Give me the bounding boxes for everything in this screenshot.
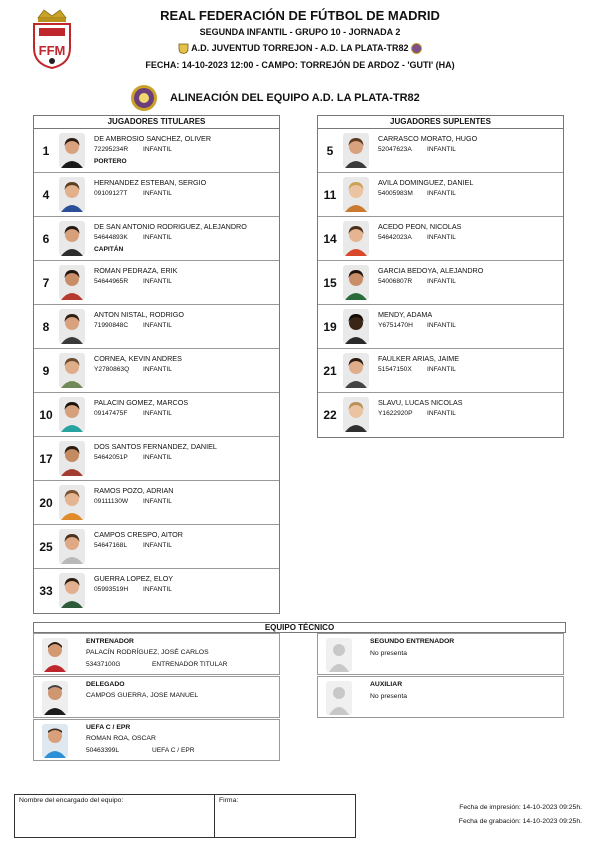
delegate-photo — [42, 681, 68, 715]
player-photo — [59, 353, 85, 388]
player-name: MENDY, ADAMA — [378, 310, 433, 319]
competition-line: SEGUNDA INFANTIL - GRUPO 10 - JORNADA 2 — [199, 27, 401, 37]
player-category: INFANTIL — [143, 542, 172, 549]
player-number: 10 — [39, 408, 53, 422]
player-category: INFANTIL — [143, 322, 172, 329]
player-name: AVILA DOMINGUEZ, DANIEL — [378, 178, 474, 187]
player-id: Y1622920P — [378, 410, 413, 417]
starter-row — [34, 173, 279, 217]
substitutes-panel — [317, 115, 564, 438]
player-id: 54005983M — [378, 190, 413, 197]
player-photo — [343, 177, 369, 212]
player-photo — [343, 133, 369, 168]
player-photo — [343, 309, 369, 344]
player-name: CAMPOS CRESPO, AITOR — [94, 530, 183, 539]
delegate-name: CAMPOS GUERRA, JOSE MANUEL — [86, 692, 199, 699]
player-id: 72295234R — [94, 146, 129, 153]
player-photo — [59, 529, 85, 564]
auxiliary-role: AUXILIAR — [370, 681, 403, 688]
starter-row — [34, 569, 279, 613]
away-crest-icon — [411, 43, 422, 54]
coach-name: PALACÍN RODRÍGUEZ, JOSÉ CARLOS — [86, 649, 209, 656]
starter-row — [34, 349, 279, 393]
coach-id: 53437100G — [86, 661, 121, 668]
player-category: INFANTIL — [427, 366, 456, 373]
assistant-role: SEGUNDO ENTRENADOR — [370, 638, 455, 645]
player-id: 54642023A — [378, 234, 412, 241]
assistant-card — [317, 633, 564, 675]
assistant-status: No presenta — [370, 650, 408, 657]
coach-card — [33, 633, 280, 675]
player-id: 51547150X — [378, 366, 412, 373]
starters-panel — [33, 115, 280, 614]
player-photo — [59, 265, 85, 300]
uefa-name: ROMAN ROA, OSCAR — [86, 735, 156, 742]
player-number: 9 — [42, 364, 50, 378]
player-category: INFANTIL — [427, 234, 456, 241]
substitute-row — [318, 173, 563, 217]
signature-box — [14, 794, 356, 838]
coach-license: ENTRENADOR TITULAR — [152, 661, 228, 668]
player-category: INFANTIL — [143, 366, 172, 373]
federation-logo — [30, 8, 74, 70]
delegate-role: DELEGADO — [86, 681, 125, 688]
player-name: ROMAN PEDRAZA, ERIK — [94, 266, 178, 275]
print-date: Fecha de impresión: 14-10-2023 09:25h. — [459, 804, 582, 811]
manager-label: Nombre del encargado del equipo: — [19, 797, 124, 804]
player-number: 14 — [323, 232, 337, 246]
player-name: HERNANDEZ ESTEBAN, SERGIO — [94, 178, 207, 187]
player-number: 1 — [42, 144, 50, 158]
player-role: PORTERO — [94, 158, 127, 165]
starter-row — [34, 129, 279, 173]
uefa-card — [33, 719, 280, 761]
staff-title: EQUIPO TÉCNICO — [33, 622, 566, 633]
lineup-title: ALINEACIÓN DEL EQUIPO A.D. LA PLATA-TR82 — [170, 92, 420, 104]
player-number: 11 — [323, 188, 337, 202]
substitute-row — [318, 129, 563, 173]
player-category: INFANTIL — [427, 146, 456, 153]
uefa-role: UEFA C / EPR — [86, 724, 131, 731]
starter-row — [34, 261, 279, 305]
player-name: ACEDO PEON, NICOLAS — [378, 222, 462, 231]
match-line — [80, 43, 520, 54]
player-name: SLAVU, LUCAS NICOLAS — [378, 398, 463, 407]
substitute-row — [318, 393, 563, 437]
player-id: 52047623A — [378, 146, 412, 153]
substitute-row — [318, 305, 563, 349]
player-number: 22 — [323, 408, 337, 422]
player-name: GARCIA BEDOYA, ALEJANDRO — [378, 266, 484, 275]
starter-row — [34, 481, 279, 525]
player-category: INFANTIL — [143, 278, 172, 285]
auxiliary-card — [317, 676, 564, 718]
player-id: 05993519H — [94, 586, 129, 593]
assistant-placeholder-avatar-icon — [326, 638, 352, 672]
player-number: 21 — [323, 364, 337, 378]
player-name: FAULKER ARIAS, JAIME — [378, 354, 460, 363]
player-photo — [59, 573, 85, 608]
date-field-line: FECHA: 14-10-2023 12:00 - CAMPO: TORREJÓN DE ARDOZ - 'GUTI' (HA) — [145, 60, 455, 70]
auxiliary-status: No presenta — [370, 693, 408, 700]
player-number: 7 — [42, 276, 50, 290]
player-number: 4 — [42, 188, 50, 202]
player-photo — [59, 441, 85, 476]
uefa-photo — [42, 724, 68, 758]
timestamps — [459, 801, 582, 829]
uefa-id: 50463399L — [86, 747, 120, 754]
player-number: 8 — [42, 320, 50, 334]
player-name: PALACIN GOMEZ, MARCOS — [94, 398, 189, 407]
starter-row — [34, 437, 279, 481]
player-number: 25 — [39, 540, 53, 554]
player-name: CARRASCO MORATO, HUGO — [378, 134, 478, 143]
player-name: ANTON NISTAL, RODRIGO — [94, 310, 184, 319]
player-name: DOS SANTOS FERNANDEZ, DANIEL — [94, 442, 217, 451]
player-photo — [343, 221, 369, 256]
player-name: DE SAN ANTONIO RODRIGUEZ, ALEJANDRO — [94, 222, 247, 231]
team-crest-icon — [130, 84, 158, 112]
player-category: INFANTIL — [143, 498, 172, 505]
player-photo — [59, 397, 85, 432]
player-id: 09111130W — [94, 498, 129, 505]
player-id: Y2780863Q — [94, 366, 130, 373]
starter-row — [34, 305, 279, 349]
player-name: GUERRA LOPEZ, ELOY — [94, 574, 174, 583]
substitute-row — [318, 349, 563, 393]
player-category: INFANTIL — [427, 410, 456, 417]
player-number: 5 — [326, 144, 334, 158]
starters-title: JUGADORES TITULARES — [34, 116, 279, 129]
record-date: Fecha de grabación: 14-10-2023 09:25h. — [458, 818, 582, 825]
player-id: 54647168L — [94, 542, 128, 549]
home-crest-icon — [178, 43, 189, 54]
player-name: RAMOS POZO, ADRIAN — [94, 486, 174, 495]
substitute-row — [318, 217, 563, 261]
player-number: 33 — [39, 584, 53, 598]
starter-row — [34, 217, 279, 261]
player-photo — [343, 397, 369, 432]
player-photo — [59, 309, 85, 344]
player-number: 19 — [323, 320, 337, 334]
coach-photo — [42, 638, 68, 672]
signature-label: Firma: — [219, 797, 239, 804]
player-category: INFANTIL — [143, 234, 172, 241]
player-category: INFANTIL — [143, 586, 172, 593]
player-category: INFANTIL — [143, 454, 172, 461]
player-photo — [59, 177, 85, 212]
player-number: 6 — [42, 232, 50, 246]
player-category: INFANTIL — [143, 410, 172, 417]
player-category: INFANTIL — [427, 322, 456, 329]
player-id: 54642051P — [94, 454, 128, 461]
player-photo — [59, 133, 85, 168]
substitutes-title: JUGADORES SUPLENTES — [318, 116, 563, 129]
player-photo — [59, 485, 85, 520]
lineup-header — [130, 84, 530, 112]
player-category: INFANTIL — [427, 278, 456, 285]
player-number: 17 — [39, 452, 53, 466]
manager-name-field[interactable] — [15, 795, 215, 837]
auxiliary-placeholder-avatar-icon — [326, 681, 352, 715]
delegate-card — [33, 676, 280, 718]
substitute-row — [318, 261, 563, 305]
player-id: 54644893K — [94, 234, 128, 241]
svg-text:FFM: FFM — [38, 43, 66, 58]
starter-row — [34, 525, 279, 569]
player-role: CAPITÁN — [94, 246, 124, 253]
coach-role: ENTRENADOR — [86, 638, 134, 645]
player-id: 09109127T — [94, 190, 128, 197]
player-name: CORNEA, KEVIN ANDRES — [94, 354, 182, 363]
player-name: DE AMBROSIO SANCHEZ, OLIVER — [94, 134, 212, 143]
player-number: 20 — [39, 496, 53, 510]
player-id: 54644965R — [94, 278, 129, 285]
player-category: INFANTIL — [143, 190, 172, 197]
player-id: 09147475F — [94, 410, 128, 417]
player-category: INFANTIL — [427, 190, 456, 197]
player-photo — [59, 221, 85, 256]
starter-row — [34, 393, 279, 437]
player-id: 54006807R — [378, 278, 413, 285]
player-id: Y6751470H — [378, 322, 413, 329]
player-photo — [343, 265, 369, 300]
player-number: 15 — [323, 276, 337, 290]
federation-title: REAL FEDERACIÓN DE FÚTBOL DE MADRID — [160, 8, 440, 23]
match-teams: A.D. JUVENTUD TORREJON - A.D. LA PLATA-TR82 — [191, 43, 409, 53]
player-id: 71990848C — [94, 322, 129, 329]
player-photo — [343, 353, 369, 388]
uefa-license: UEFA C / EPR — [152, 747, 195, 754]
player-category: INFANTIL — [143, 146, 172, 153]
